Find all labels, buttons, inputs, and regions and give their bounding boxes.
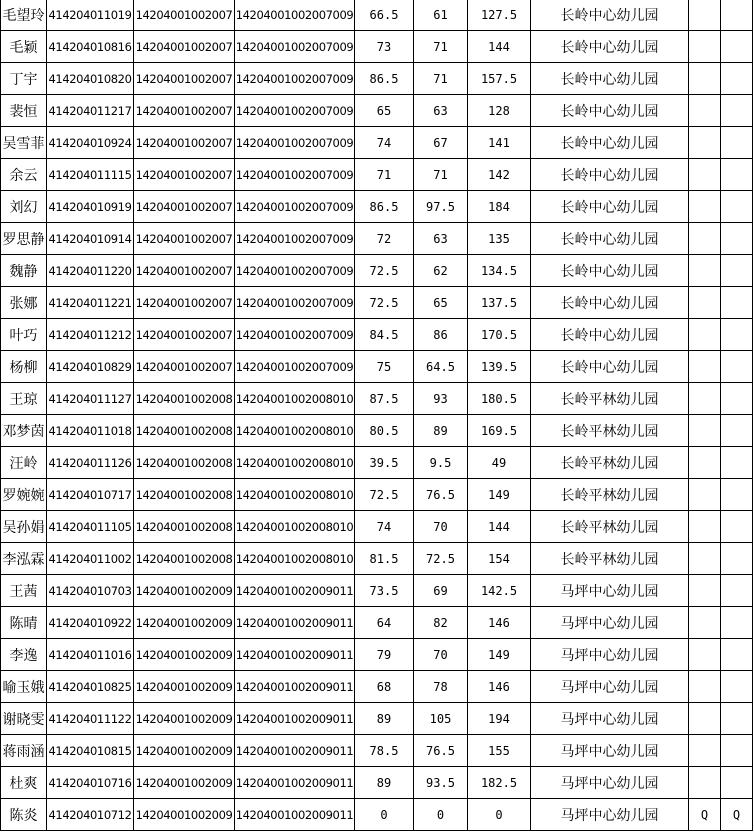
- cell-note-1: [689, 447, 721, 479]
- cell-exam-id: 414204010716: [47, 767, 134, 799]
- cell-position-code: 14204001002008010: [235, 479, 355, 511]
- table-row: [1, 319, 753, 351]
- cell-exam-id: 414204010816: [47, 31, 134, 63]
- cell-position-code: 14204001002009011: [235, 671, 355, 703]
- cell-exam-id: 414204011217: [47, 95, 134, 127]
- cell-score-b: 64.5: [414, 351, 468, 383]
- cell-name: 杨柳: [1, 351, 47, 383]
- cell-note-1: [689, 191, 721, 223]
- cell-score-b: 97.5: [414, 191, 468, 223]
- cell-school: 长岭平林幼儿园: [531, 383, 689, 415]
- cell-school: 长岭中心幼儿园: [531, 287, 689, 319]
- cell-name: 蒋雨涵: [1, 735, 47, 767]
- cell-score-b: 82: [414, 607, 468, 639]
- cell-exam-id: 414204011016: [47, 639, 134, 671]
- cell-score-b: 105: [414, 703, 468, 735]
- cell-name: 王茜: [1, 575, 47, 607]
- cell-name: 喻玉娥: [1, 671, 47, 703]
- cell-score-a: 72.5: [355, 287, 414, 319]
- cell-unit-code: 14204001002009: [134, 671, 235, 703]
- cell-score-b: 76.5: [414, 479, 468, 511]
- cell-note-1: [689, 159, 721, 191]
- cell-total: 141: [468, 127, 531, 159]
- cell-note-1: [689, 0, 721, 31]
- cell-school: 长岭中心幼儿园: [531, 191, 689, 223]
- cell-total: 170.5: [468, 319, 531, 351]
- cell-note-1: [689, 607, 721, 639]
- cell-name: 罗思静: [1, 223, 47, 255]
- cell-score-a: 81.5: [355, 543, 414, 575]
- cell-unit-code: 14204001002007: [134, 287, 235, 319]
- cell-score-a: 86.5: [355, 191, 414, 223]
- cell-note-2: [721, 287, 753, 319]
- cell-score-b: 62: [414, 255, 468, 287]
- cell-name: 毛望玲: [1, 0, 47, 31]
- cell-position-code: 14204001002009011: [235, 575, 355, 607]
- cell-position-code: 14204001002007009: [235, 127, 355, 159]
- cell-total: 128: [468, 95, 531, 127]
- cell-position-code: 14204001002007009: [235, 255, 355, 287]
- table-row: [1, 255, 753, 287]
- table-row: [1, 63, 753, 95]
- cell-note-1: [689, 735, 721, 767]
- cell-exam-id: 414204010919: [47, 191, 134, 223]
- cell-school: 马坪中心幼儿园: [531, 799, 689, 831]
- cell-exam-id: 414204011122: [47, 703, 134, 735]
- cell-score-b: 63: [414, 95, 468, 127]
- cell-exam-id: 414204011018: [47, 415, 134, 447]
- cell-position-code: 14204001002007009: [235, 0, 355, 31]
- cell-total: 137.5: [468, 287, 531, 319]
- cell-name: 王琼: [1, 383, 47, 415]
- table-row: [1, 223, 753, 255]
- cell-name: 杜爽: [1, 767, 47, 799]
- table-row: [1, 511, 753, 543]
- cell-school: 长岭中心幼儿园: [531, 63, 689, 95]
- cell-school: 长岭平林幼儿园: [531, 447, 689, 479]
- cell-note-1: [689, 223, 721, 255]
- cell-note-2: [721, 95, 753, 127]
- table-row: [1, 447, 753, 479]
- cell-exam-id: 414204010815: [47, 735, 134, 767]
- cell-school: 长岭中心幼儿园: [531, 95, 689, 127]
- cell-school: 长岭中心幼儿园: [531, 223, 689, 255]
- cell-name: 吴孙娟: [1, 511, 47, 543]
- cell-score-b: 78: [414, 671, 468, 703]
- cell-score-b: 63: [414, 223, 468, 255]
- cell-note-2: [721, 575, 753, 607]
- table-row: [1, 191, 753, 223]
- cell-name: 邓梦茵: [1, 415, 47, 447]
- cell-note-2: [721, 191, 753, 223]
- table-row: [1, 127, 753, 159]
- table-row: [1, 607, 753, 639]
- cell-score-b: 71: [414, 159, 468, 191]
- cell-total: 194: [468, 703, 531, 735]
- table-row: [1, 287, 753, 319]
- cell-note-1: [689, 639, 721, 671]
- cell-total: 182.5: [468, 767, 531, 799]
- cell-note-1: [689, 31, 721, 63]
- cell-position-code: 14204001002009011: [235, 735, 355, 767]
- cell-exam-id: 414204011115: [47, 159, 134, 191]
- cell-unit-code: 14204001002007: [134, 319, 235, 351]
- table-row: [1, 95, 753, 127]
- cell-exam-id: 414204010829: [47, 351, 134, 383]
- cell-name: 陈晴: [1, 607, 47, 639]
- cell-note-2: [721, 63, 753, 95]
- cell-note-2: [721, 255, 753, 287]
- cell-total: 127.5: [468, 0, 531, 31]
- cell-note-1: [689, 95, 721, 127]
- cell-score-a: 65: [355, 95, 414, 127]
- cell-unit-code: 14204001002007: [134, 95, 235, 127]
- cell-name: 余云: [1, 159, 47, 191]
- cell-score-a: 89: [355, 703, 414, 735]
- cell-exam-id: 414204011019: [47, 0, 134, 31]
- cell-score-a: 39.5: [355, 447, 414, 479]
- cell-note-2: [721, 415, 753, 447]
- cell-position-code: 14204001002008010: [235, 543, 355, 575]
- cell-name: 李泓霖: [1, 543, 47, 575]
- cell-total: 49: [468, 447, 531, 479]
- cell-total: 134.5: [468, 255, 531, 287]
- cell-position-code: 14204001002007009: [235, 63, 355, 95]
- cell-score-b: 0: [414, 799, 468, 831]
- cell-total: 144: [468, 31, 531, 63]
- cell-score-b: 86: [414, 319, 468, 351]
- table-row: [1, 0, 753, 31]
- cell-exam-id: 414204011002: [47, 543, 134, 575]
- cell-total: 146: [468, 671, 531, 703]
- cell-name: 魏静: [1, 255, 47, 287]
- cell-exam-id: 414204011221: [47, 287, 134, 319]
- table-row: [1, 351, 753, 383]
- cell-exam-id: 414204011126: [47, 447, 134, 479]
- cell-exam-id: 414204010820: [47, 63, 134, 95]
- cell-name: 陈炎: [1, 799, 47, 831]
- cell-note-1: [689, 543, 721, 575]
- cell-total: 146: [468, 607, 531, 639]
- cell-exam-id: 414204011105: [47, 511, 134, 543]
- cell-unit-code: 14204001002009: [134, 639, 235, 671]
- table-row: [1, 671, 753, 703]
- cell-school: 马坪中心幼儿园: [531, 639, 689, 671]
- cell-unit-code: 14204001002008: [134, 447, 235, 479]
- cell-school: 长岭中心幼儿园: [531, 159, 689, 191]
- cell-unit-code: 14204001002008: [134, 479, 235, 511]
- cell-total: 180.5: [468, 383, 531, 415]
- cell-score-a: 84.5: [355, 319, 414, 351]
- cell-school: 长岭中心幼儿园: [531, 127, 689, 159]
- cell-score-a: 72.5: [355, 255, 414, 287]
- cell-name: 张娜: [1, 287, 47, 319]
- table-body: [1, 0, 753, 831]
- cell-school: 马坪中心幼儿园: [531, 735, 689, 767]
- cell-score-a: 75: [355, 351, 414, 383]
- cell-score-a: 71: [355, 159, 414, 191]
- cell-score-b: 93.5: [414, 767, 468, 799]
- cell-score-a: 80.5: [355, 415, 414, 447]
- cell-exam-id: 414204010914: [47, 223, 134, 255]
- cell-school: 长岭中心幼儿园: [531, 31, 689, 63]
- cell-unit-code: 14204001002009: [134, 575, 235, 607]
- cell-note-1: [689, 63, 721, 95]
- cell-unit-code: 14204001002007: [134, 351, 235, 383]
- cell-total: 184: [468, 191, 531, 223]
- cell-score-a: 72.5: [355, 479, 414, 511]
- cell-school: 长岭中心幼儿园: [531, 319, 689, 351]
- cell-school: 马坪中心幼儿园: [531, 767, 689, 799]
- cell-total: 157.5: [468, 63, 531, 95]
- cell-unit-code: 14204001002009: [134, 703, 235, 735]
- cell-exam-id: 414204011212: [47, 319, 134, 351]
- cell-unit-code: 14204001002009: [134, 767, 235, 799]
- cell-score-a: 79: [355, 639, 414, 671]
- cell-unit-code: 14204001002007: [134, 191, 235, 223]
- cell-note-1: [689, 511, 721, 543]
- cell-note-1: [689, 127, 721, 159]
- cell-position-code: 14204001002007009: [235, 223, 355, 255]
- cell-name: 谢晓雯: [1, 703, 47, 735]
- cell-position-code: 14204001002007009: [235, 31, 355, 63]
- cell-note-2: [721, 607, 753, 639]
- cell-school: 马坪中心幼儿园: [531, 671, 689, 703]
- cell-score-b: 67: [414, 127, 468, 159]
- cell-school: 马坪中心幼儿园: [531, 575, 689, 607]
- cell-exam-id: 414204010712: [47, 799, 134, 831]
- cell-note-1: [689, 479, 721, 511]
- cell-score-a: 74: [355, 511, 414, 543]
- table-row: [1, 639, 753, 671]
- cell-unit-code: 14204001002009: [134, 607, 235, 639]
- cell-score-b: 71: [414, 63, 468, 95]
- cell-position-code: 14204001002008010: [235, 415, 355, 447]
- cell-note-2: [721, 543, 753, 575]
- cell-unit-code: 14204001002007: [134, 31, 235, 63]
- cell-note-2: [721, 351, 753, 383]
- cell-position-code: 14204001002009011: [235, 799, 355, 831]
- cell-name: 刘幻: [1, 191, 47, 223]
- cell-unit-code: 14204001002009: [134, 735, 235, 767]
- cell-position-code: 14204001002009011: [235, 639, 355, 671]
- cell-exam-id: 414204010922: [47, 607, 134, 639]
- cell-total: 142: [468, 159, 531, 191]
- cell-school: 长岭中心幼儿园: [531, 0, 689, 31]
- cell-note-2: [721, 159, 753, 191]
- cell-note-2: [721, 383, 753, 415]
- cell-total: 154: [468, 543, 531, 575]
- cell-note-2: [721, 639, 753, 671]
- cell-score-b: 76.5: [414, 735, 468, 767]
- cell-note-2: [721, 511, 753, 543]
- cell-position-code: 14204001002007009: [235, 319, 355, 351]
- cell-position-code: 14204001002007009: [235, 191, 355, 223]
- cell-exam-id: 414204011220: [47, 255, 134, 287]
- cell-unit-code: 14204001002007: [134, 255, 235, 287]
- cell-score-b: 9.5: [414, 447, 468, 479]
- table-row: [1, 31, 753, 63]
- table-row: [1, 735, 753, 767]
- cell-position-code: 14204001002008010: [235, 511, 355, 543]
- cell-unit-code: 14204001002009: [134, 799, 235, 831]
- cell-score-b: 70: [414, 639, 468, 671]
- cell-score-a: 73: [355, 31, 414, 63]
- cell-total: 149: [468, 639, 531, 671]
- cell-note-2: [721, 447, 753, 479]
- cell-note-2: [721, 479, 753, 511]
- cell-note-2: [721, 767, 753, 799]
- cell-unit-code: 14204001002007: [134, 0, 235, 31]
- cell-note-2: [721, 703, 753, 735]
- table-row: [1, 479, 753, 511]
- cell-total: 144: [468, 511, 531, 543]
- cell-position-code: 14204001002009011: [235, 767, 355, 799]
- cell-note-1: [689, 287, 721, 319]
- cell-name: 毛颖: [1, 31, 47, 63]
- cell-name: 罗婉婉: [1, 479, 47, 511]
- cell-exam-id: 414204010924: [47, 127, 134, 159]
- cell-note-1: [689, 255, 721, 287]
- table-row: [1, 575, 753, 607]
- cell-score-b: 72.5: [414, 543, 468, 575]
- cell-position-code: 14204001002009011: [235, 607, 355, 639]
- cell-unit-code: 14204001002007: [134, 127, 235, 159]
- cell-school: 长岭平林幼儿园: [531, 415, 689, 447]
- cell-score-b: 71: [414, 31, 468, 63]
- table-row: [1, 415, 753, 447]
- cell-unit-code: 14204001002008: [134, 511, 235, 543]
- cell-score-a: 87.5: [355, 383, 414, 415]
- cell-note-2: [721, 223, 753, 255]
- cell-name: 吴雪菲: [1, 127, 47, 159]
- cell-score-a: 0: [355, 799, 414, 831]
- table-row: [1, 383, 753, 415]
- cell-score-b: 69: [414, 575, 468, 607]
- cell-score-b: 61: [414, 0, 468, 31]
- cell-school: 马坪中心幼儿园: [531, 607, 689, 639]
- cell-unit-code: 14204001002008: [134, 383, 235, 415]
- cell-school: 长岭平林幼儿园: [531, 511, 689, 543]
- cell-unit-code: 14204001002008: [134, 543, 235, 575]
- cell-note-1: [689, 575, 721, 607]
- cell-score-a: 68: [355, 671, 414, 703]
- cell-score-b: 89: [414, 415, 468, 447]
- cell-score-a: 73.5: [355, 575, 414, 607]
- cell-note-2: Q: [721, 799, 753, 831]
- table-row: [1, 703, 753, 735]
- cell-position-code: 14204001002007009: [235, 159, 355, 191]
- cell-note-1: [689, 319, 721, 351]
- cell-score-a: 66.5: [355, 0, 414, 31]
- cell-total: 135: [468, 223, 531, 255]
- cell-note-1: [689, 703, 721, 735]
- cell-total: 0: [468, 799, 531, 831]
- cell-exam-id: 414204010703: [47, 575, 134, 607]
- cell-score-a: 89: [355, 767, 414, 799]
- cell-score-b: 93: [414, 383, 468, 415]
- cell-name: 汪岭: [1, 447, 47, 479]
- cell-unit-code: 14204001002007: [134, 159, 235, 191]
- cell-note-2: [721, 0, 753, 31]
- cell-position-code: 14204001002009011: [235, 703, 355, 735]
- table-row: [1, 543, 753, 575]
- cell-school: 长岭平林幼儿园: [531, 479, 689, 511]
- cell-school: 长岭中心幼儿园: [531, 351, 689, 383]
- cell-position-code: 14204001002008010: [235, 447, 355, 479]
- cell-note-2: [721, 319, 753, 351]
- cell-note-1: [689, 351, 721, 383]
- cell-name: 叶巧: [1, 319, 47, 351]
- cell-name: 裴恒: [1, 95, 47, 127]
- cell-note-2: [721, 31, 753, 63]
- cell-note-2: [721, 127, 753, 159]
- cell-name: 丁宇: [1, 63, 47, 95]
- cell-school: 长岭中心幼儿园: [531, 255, 689, 287]
- cell-unit-code: 14204001002007: [134, 63, 235, 95]
- table-row: [1, 767, 753, 799]
- cell-total: 155: [468, 735, 531, 767]
- cell-total: 169.5: [468, 415, 531, 447]
- cell-exam-id: 414204011127: [47, 383, 134, 415]
- cell-note-1: [689, 671, 721, 703]
- cell-note-1: Q: [689, 799, 721, 831]
- cell-note-1: [689, 415, 721, 447]
- cell-position-code: 14204001002008010: [235, 383, 355, 415]
- cell-note-1: [689, 383, 721, 415]
- cell-total: 142.5: [468, 575, 531, 607]
- cell-position-code: 14204001002007009: [235, 287, 355, 319]
- cell-note-2: [721, 735, 753, 767]
- cell-note-2: [721, 671, 753, 703]
- cell-score-b: 65: [414, 287, 468, 319]
- cell-position-code: 14204001002007009: [235, 95, 355, 127]
- cell-school: 长岭平林幼儿园: [531, 543, 689, 575]
- cell-score-a: 74: [355, 127, 414, 159]
- cell-exam-id: 414204010825: [47, 671, 134, 703]
- cell-unit-code: 14204001002007: [134, 223, 235, 255]
- cell-position-code: 14204001002007009: [235, 351, 355, 383]
- table-row: [1, 159, 753, 191]
- cell-note-1: [689, 767, 721, 799]
- cell-score-a: 78.5: [355, 735, 414, 767]
- cell-score-b: 70: [414, 511, 468, 543]
- cell-total: 139.5: [468, 351, 531, 383]
- cell-school: 马坪中心幼儿园: [531, 703, 689, 735]
- table-row: [1, 799, 753, 831]
- cell-score-a: 64: [355, 607, 414, 639]
- cell-name: 李逸: [1, 639, 47, 671]
- cell-exam-id: 414204010717: [47, 479, 134, 511]
- cell-unit-code: 14204001002008: [134, 415, 235, 447]
- cell-total: 149: [468, 479, 531, 511]
- cell-score-a: 72: [355, 223, 414, 255]
- cell-score-a: 86.5: [355, 63, 414, 95]
